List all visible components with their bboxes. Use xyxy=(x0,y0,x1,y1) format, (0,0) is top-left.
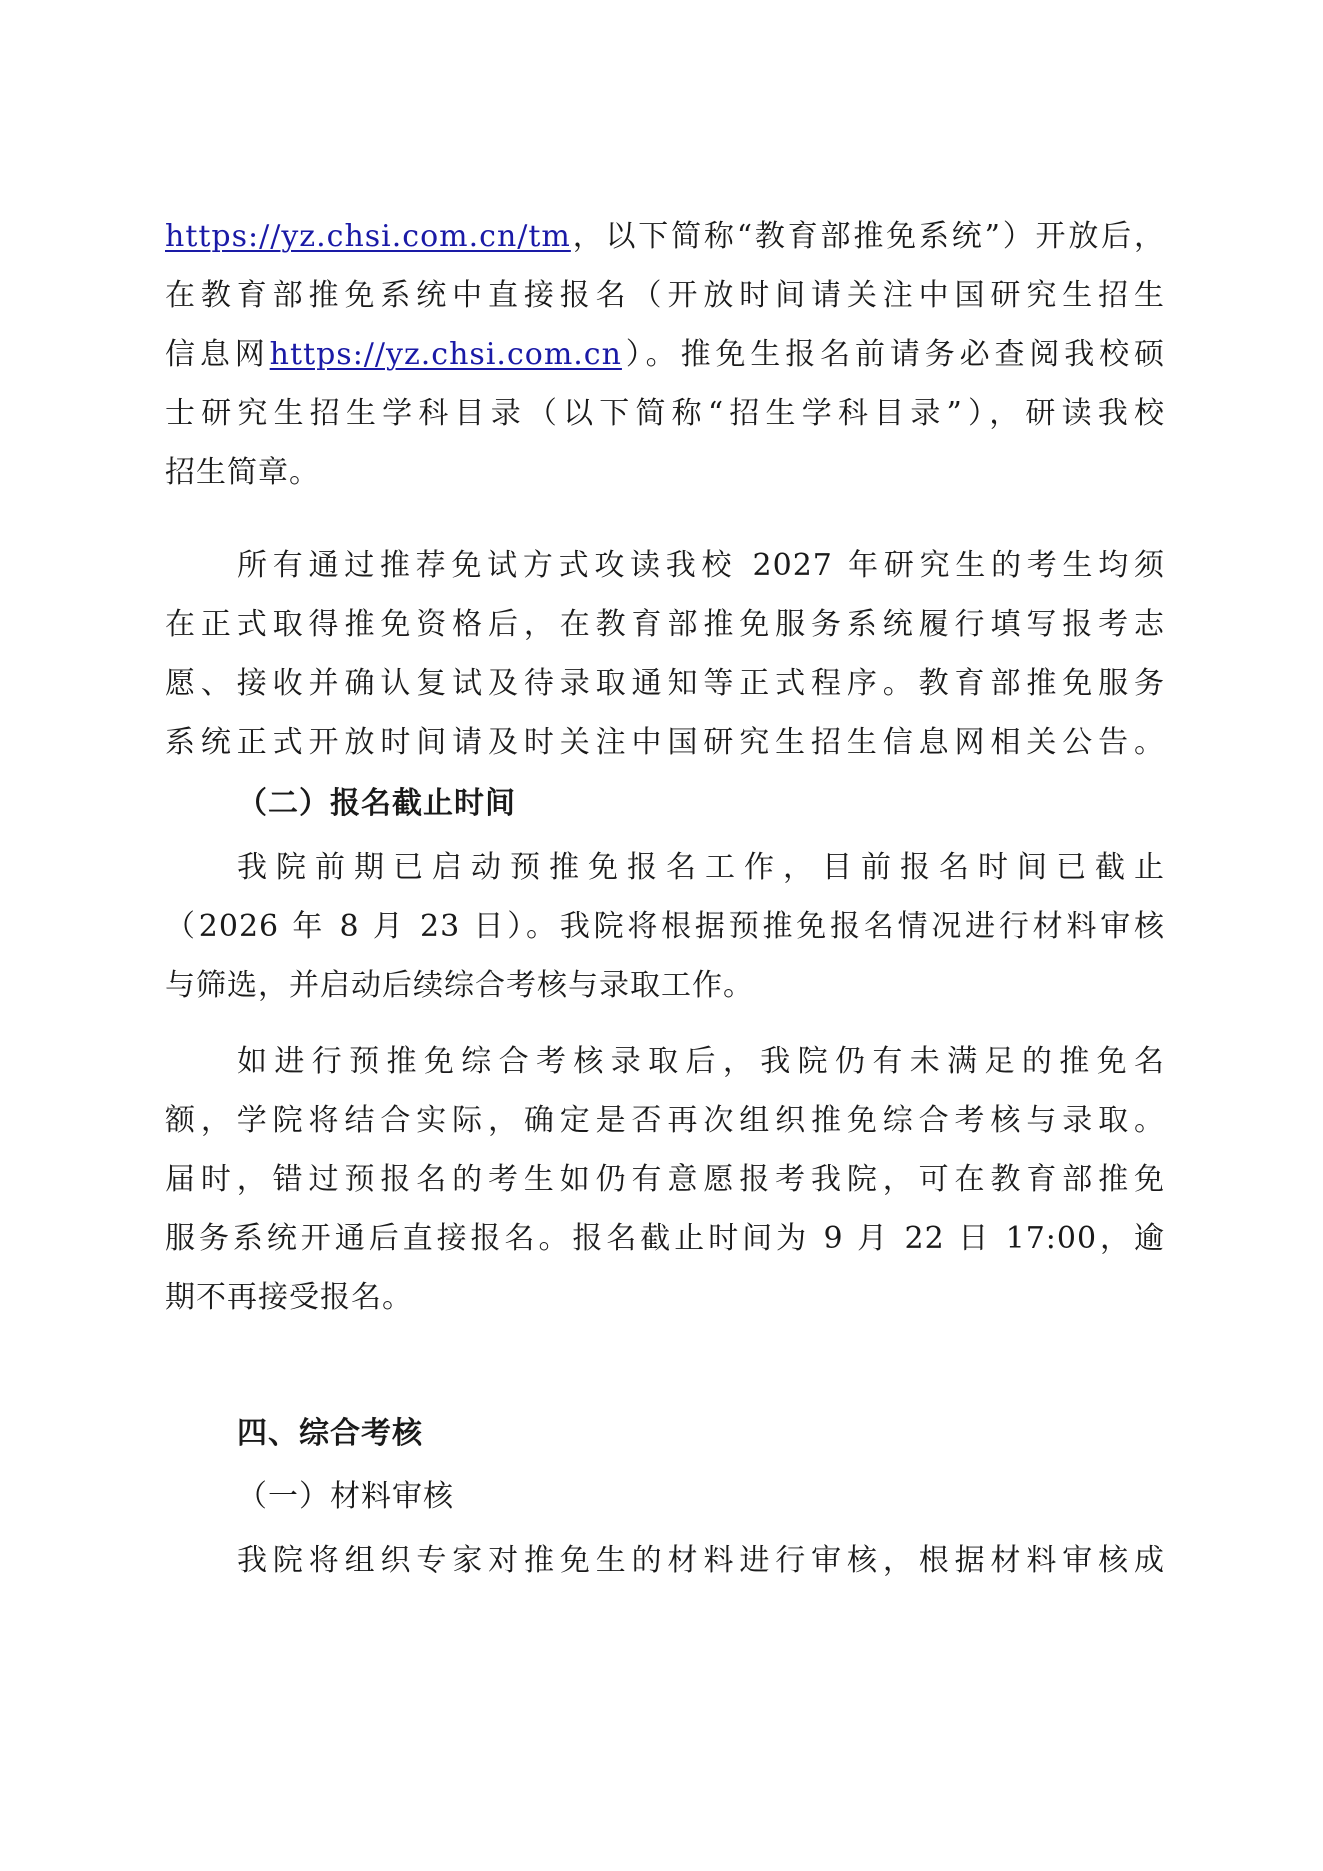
paragraph-1-line-3 xyxy=(165,335,1165,375)
paragraph-2-line-3: 愿、接收并确认复试及待录取通知等正式程序。教育部推免服务 xyxy=(165,666,1165,701)
paragraph-4-line-5: 期不再接受报名。 xyxy=(165,1280,413,1315)
paragraph-1-line-3-text: ）。推免生报名前请务必查阅我校硕 xyxy=(621,337,1166,372)
chsi-home-link[interactable]: https://yz.chsi.com.cn xyxy=(269,337,622,372)
section-heading-registration-deadline: （二）报名截止时间 xyxy=(237,786,516,821)
paragraph-3-line-3: 与筛选，并启动后续综合考核与录取工作。 xyxy=(165,968,754,1003)
paragraph-5-line-1: 我院将组织专家对推免生的材料进行审核，根据材料审核成 xyxy=(237,1543,1165,1578)
section-heading-material-review: （一）材料审核 xyxy=(237,1479,454,1514)
paragraph-1-line-3-prefix: 信息网 xyxy=(165,337,270,372)
paragraph-1-line-5: 招生简章。 xyxy=(165,455,320,490)
paragraph-4-line-4: 服务系统开通后直接报名。报名截止时间为 9 月 22 日 17:00，逾 xyxy=(165,1221,1165,1256)
paragraph-2-line-2: 在正式取得推免资格后，在教育部推免服务系统履行填写报考志 xyxy=(165,607,1165,642)
paragraph-1-line-1 xyxy=(165,217,1165,257)
paragraph-3-line-1: 我院前期已启动预推免报名工作，目前报名时间已截止 xyxy=(237,850,1165,885)
paragraph-4-line-3: 届时，错过预报名的考生如仍有意愿报考我院，可在教育部推免 xyxy=(165,1162,1165,1197)
section-heading-comprehensive-assessment: 四、综合考核 xyxy=(237,1416,423,1451)
paragraph-4-line-2: 额，学院将结合实际，确定是否再次组织推免综合考核与录取。 xyxy=(165,1103,1165,1138)
paragraph-3-line-2: （2026 年 8 月 23 日）。我院将根据预推免报名情况进行材料审核 xyxy=(165,909,1165,944)
paragraph-2-line-4: 系统正式开放时间请及时关注中国研究生招生信息网相关公告。 xyxy=(165,725,1165,760)
paragraph-1-line-1-text: ，以下简称“教育部推免系统”）开放后， xyxy=(570,219,1165,254)
paragraph-4-line-1: 如进行预推免综合考核录取后，我院仍有未满足的推免名 xyxy=(237,1044,1165,1079)
paragraph-1-line-2: 在教育部推免系统中直接报名（开放时间请关注中国研究生招生 xyxy=(165,278,1165,313)
paragraph-2-line-1: 所有通过推荐免试方式攻读我校 2027 年研究生的考生均须 xyxy=(237,548,1165,583)
chsi-tm-link[interactable]: https://yz.chsi.com.cn/tm xyxy=(165,219,571,254)
paragraph-1-line-4: 士研究生招生学科目录（以下简称“招生学科目录”），研读我校 xyxy=(165,396,1165,431)
